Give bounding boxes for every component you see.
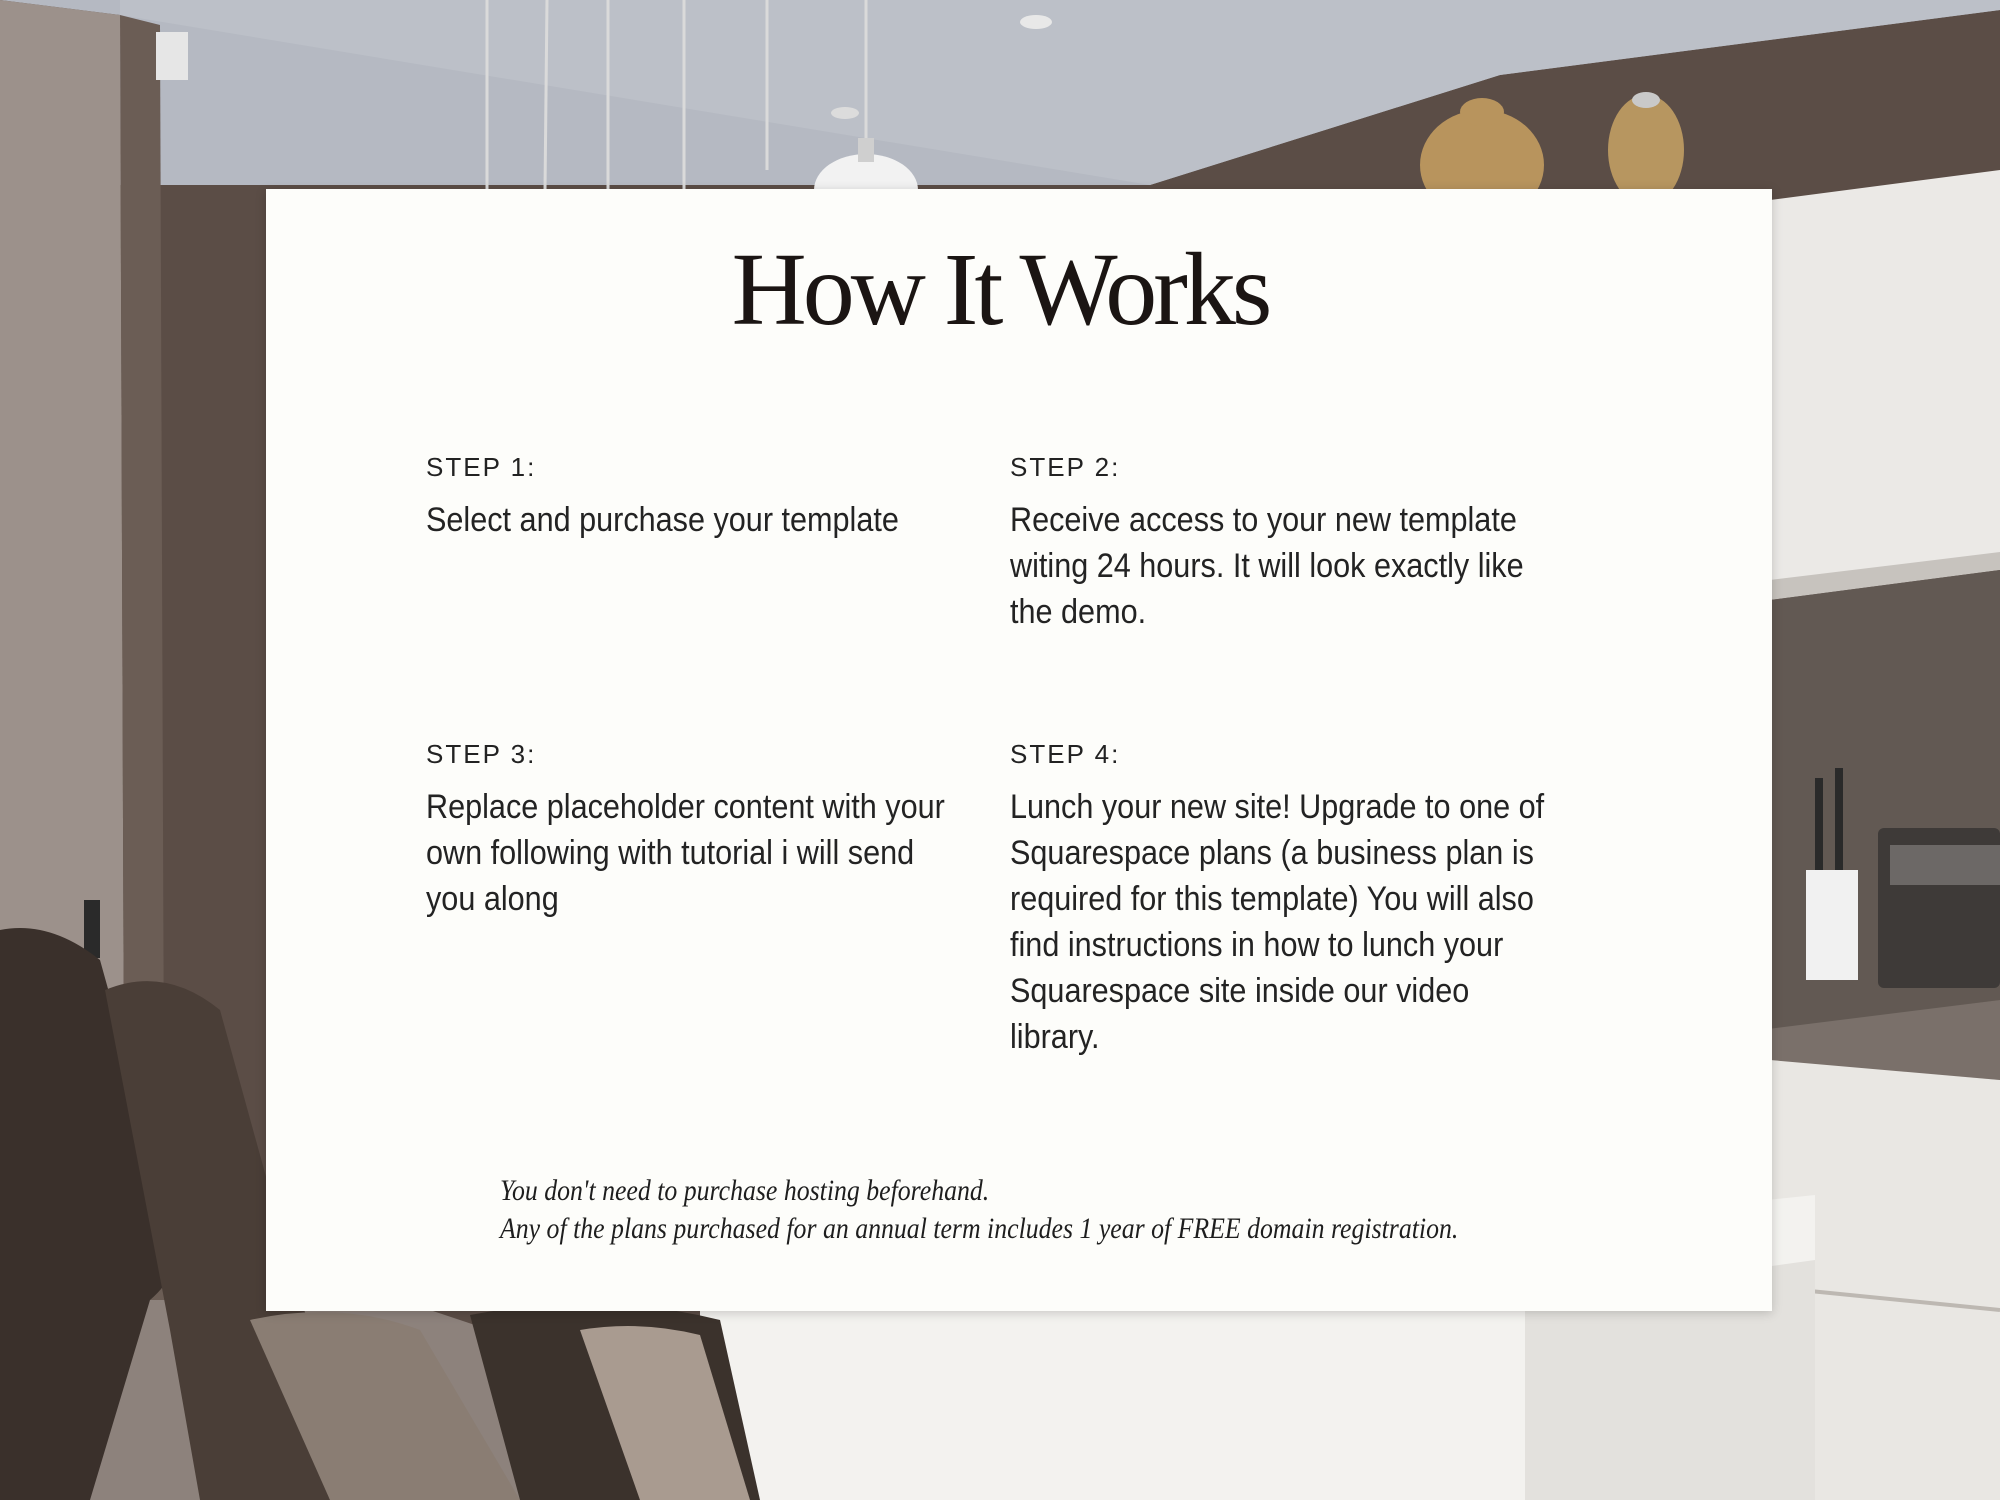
- step-3: [426, 739, 966, 922]
- step-1-text: Select and purchase your template: [426, 501, 899, 540]
- step-2-label: STEP 2:: [1010, 452, 1121, 482]
- footnote: [500, 1172, 1790, 1248]
- step-4-text: Lunch your new site! Upgrade to one of Squarespace plans (a business plan is required for this template) You will also find instructions in how to lunch your Squarespace site inside our video library.: [1010, 788, 1545, 1057]
- step-2: [1010, 452, 1550, 635]
- page-title: How It Works: [731, 232, 1269, 347]
- step-3-label: STEP 3:: [426, 739, 537, 769]
- step-3-text: Replace placeholder content with your own following with tutorial i will send you along: [426, 788, 945, 919]
- step-4: [1010, 739, 1550, 1060]
- step-1: [426, 452, 966, 543]
- footnote-line-1: You don't need to purchase hosting beforehand.: [500, 1174, 990, 1207]
- step-2-text: Receive access to your new template witing 24 hours. It will look exactly like the demo.: [1010, 501, 1524, 632]
- step-4-label: STEP 4:: [1010, 739, 1121, 769]
- step-1-label: STEP 1:: [426, 452, 537, 482]
- footnote-line-2: Any of the plans purchased for an annual term includes 1 year of FREE domain registration.: [500, 1212, 1459, 1245]
